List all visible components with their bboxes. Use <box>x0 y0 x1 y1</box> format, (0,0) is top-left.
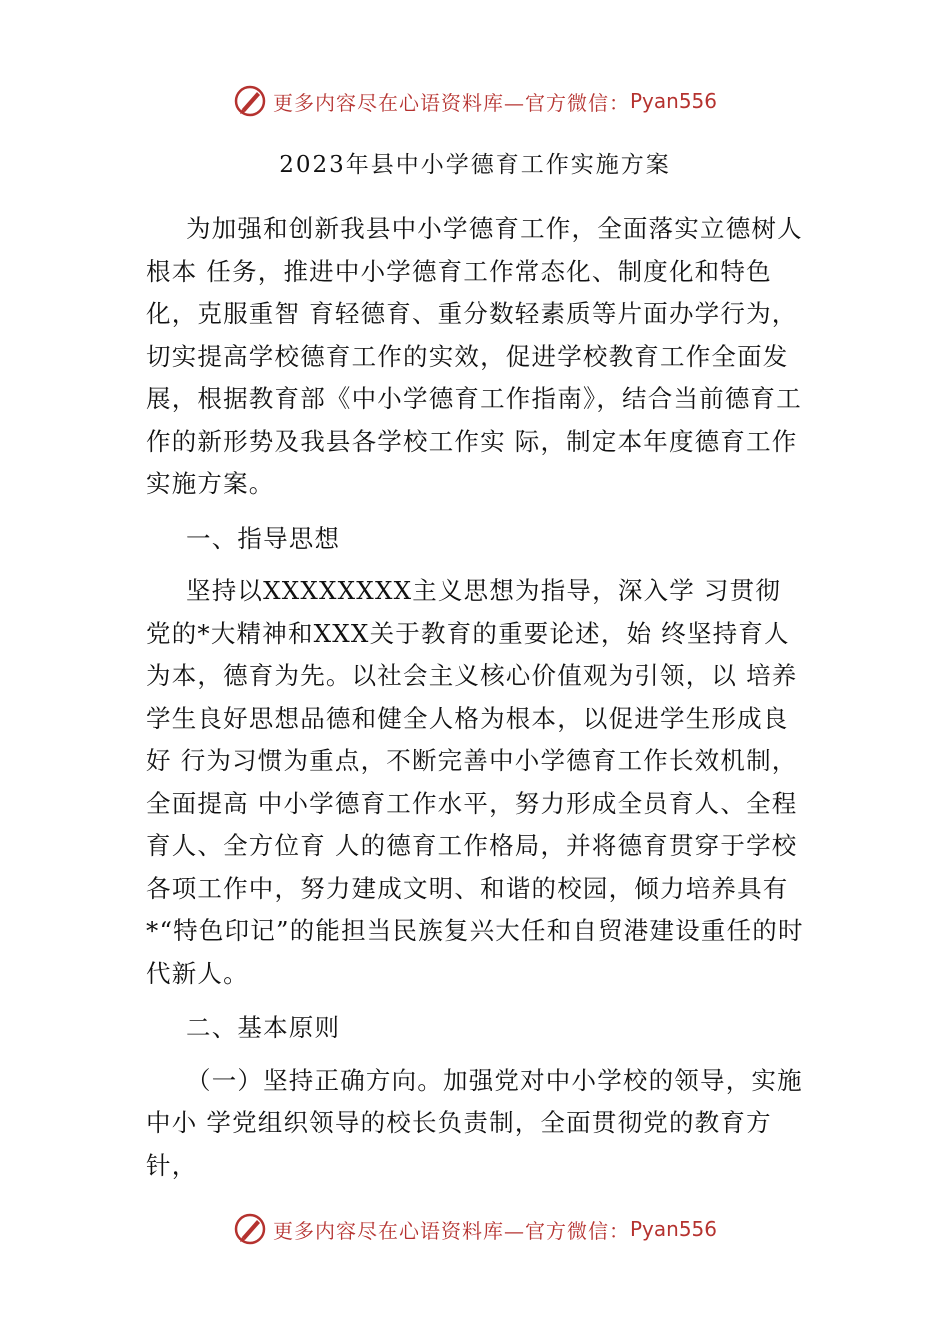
watermark-text: 更多内容尽在心语资料库—官方微信： <box>272 1218 630 1243</box>
watermark-wechat-id: Pyan556 <box>629 89 717 113</box>
document-title: 2023年县中小学德育工作实施方案 <box>279 152 671 178</box>
watermark-footer <box>0 1212 950 1246</box>
section-heading-basic-principles: 二、基本原则 <box>186 1013 341 1042</box>
principle-1-paragraph: （一）坚持正确方向。加强党对中小学校的领导，实施中小 学党组织领导的校长负责制，全面贯彻党的教育方针， <box>146 1065 803 1180</box>
pen-logo-icon <box>233 84 267 118</box>
section-heading-guiding-thought: 一、指导思想 <box>186 523 341 553</box>
watermark-wechat-id: Pyan556 <box>629 1217 717 1241</box>
pen-logo-icon <box>233 1212 267 1246</box>
guiding-thought-paragraph: 坚持以XXXXXXXX主义思想为指导，深入学 习贯彻党的*大精神和XXX关于教育的重要论述，始 终坚持育人为本，德育为先。以社会主义核心价值观为引领，以 培养学生良好思想品德和健全人格为根本，以促进学生形成良好 行为习惯为重点，不断完善中小学德育工作长效机制，全面提高 中小学德育工作水平，努力形成全员育人、全程育人、全方位育 人的德育工作格局，并将德育贯穿于学校各项工作中，努力建成文明、和谐的校园，倾力培养具有*“特色印记”的能担当民族复兴大任和自贸港建设重任的时代新人。 <box>146 576 804 988</box>
document-body <box>146 208 806 1187</box>
watermark-header <box>0 84 950 118</box>
watermark-text: 更多内容尽在心语资料库—官方微信： <box>272 90 630 115</box>
intro-paragraph: 为加强和创新我县中小学德育工作，全面落实立德树人根本 任务，推进中小学德育工作常态化、制度化和特色化，克服重智 育轻德育、重分数轻素质等片面办学行为，切实提高学校德育工作的实效，促进学校教育工作全面发展，根据教育部《中小学德育工作指南》，结合当前德育工作的新形势及我县各学校工作实 际，制定本年度德育工作实施方案。 <box>146 214 803 498</box>
